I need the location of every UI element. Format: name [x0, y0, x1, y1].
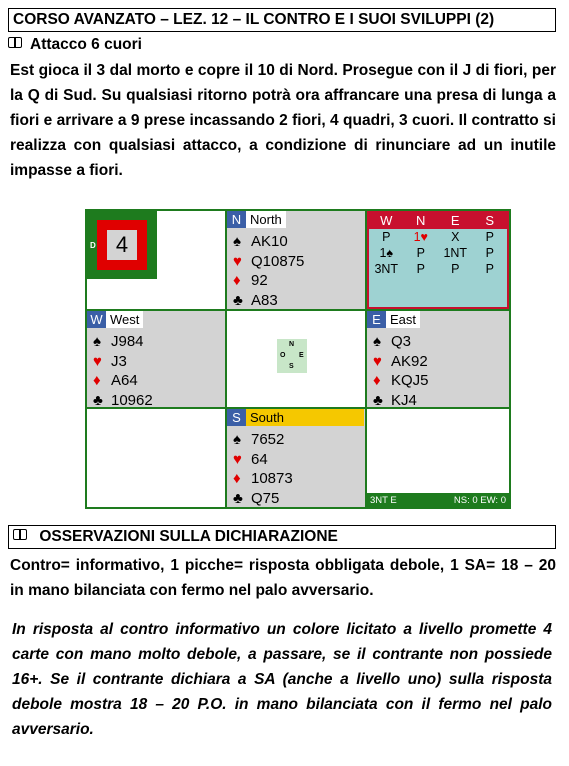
bid-head-w: W: [380, 213, 393, 228]
spade-icon: ♠: [373, 333, 381, 350]
south-hand: [227, 409, 365, 507]
north-hand: [227, 211, 365, 309]
observations-title: OSSERVAZIONI SULLA DICHIARAZIONE: [39, 528, 338, 545]
east-clubs: KJ4: [391, 391, 417, 409]
north-spades: AK10: [251, 233, 288, 250]
bridge-board: [85, 209, 511, 509]
vulnerability-label: NS: 0 EW: 0: [453, 494, 506, 506]
observations-paragraph-1: Contro= informativo, 1 picche= risposta obbligata debole, 1 SA= 18 – 20 in mano bilanciata con fermo nel palo avversario.: [10, 557, 556, 599]
south-diamonds: 10873: [251, 470, 293, 487]
bid: P: [485, 262, 494, 276]
west-clubs: 10962: [111, 391, 153, 409]
east-hand: [367, 311, 509, 407]
west-spades: J984: [111, 333, 144, 350]
bid: P: [416, 262, 425, 276]
east-seat-letter: E: [367, 311, 386, 328]
club-icon: ♣: [233, 291, 243, 309]
heart-icon: ♥: [373, 352, 382, 370]
lead-paragraph: Est gioca il 3 dal morto e copre il 10 di Nord. Prosegue con il J di fiori, per la Q di Sud. Su qualsiasi ritorno potrà ora affrancare una presa di lunga a fiori e arrivare a 9 prese incassando 2 fiori, 4 quadri, 3 cuori. Il contratto si realizza con qualsiasi attacco, a condizione di rinunciare ad un inutile impasse a fiori.: [10, 62, 556, 179]
club-icon: ♣: [233, 489, 243, 507]
diamond-icon: ♦: [233, 272, 241, 289]
lesson-title-box: [8, 8, 556, 32]
bid: 1♥: [413, 230, 428, 244]
bid: P: [485, 230, 494, 244]
bid-row: [369, 245, 507, 261]
bid-row: [369, 229, 507, 245]
bid: P: [485, 246, 494, 260]
south-spades: 7652: [251, 431, 285, 448]
south-seat-letter: S: [227, 409, 246, 426]
spade-icon: ♠: [93, 333, 101, 350]
diamond-icon: ♦: [233, 470, 241, 487]
west-diamonds: A64: [111, 372, 138, 389]
bid: P: [416, 246, 425, 260]
bid: 1NT: [443, 246, 468, 260]
east-seat-name: East: [386, 311, 420, 328]
east-hearts: AK92: [391, 352, 428, 370]
heart-icon: ♥: [233, 252, 242, 270]
north-seat-letter: N: [227, 211, 246, 228]
bid-head-e: E: [450, 213, 460, 228]
east-spades: Q3: [391, 333, 412, 350]
diamond-icon: ♦: [373, 372, 381, 389]
south-hearts: 64: [251, 450, 268, 468]
bid: 1♠: [379, 246, 394, 260]
heart-icon: ♥: [233, 450, 242, 468]
north-clubs: A83: [251, 291, 278, 309]
bid-head-n: N: [416, 213, 426, 228]
contract-label: 3NT E: [370, 494, 397, 506]
observations-paragraph-2: In risposta al contro informativo un colore licitato a livello promette 4 carte con mano molto debole, a passare, se il contrante non possiede 16+. Se il contrante dichiara a SA (anche a livello uno) sulla risposta debole mostra 18 – 20 P.O. in mano bilanciata con il fermo nel palo avversario.: [12, 621, 552, 738]
dealer-mark: D: [90, 241, 96, 250]
book-icon: [13, 529, 29, 542]
bid: X: [451, 230, 460, 244]
empty-cell: [87, 409, 225, 507]
south-seat-name: South: [246, 409, 364, 426]
bidding-header: [369, 213, 507, 229]
south-clubs: Q75: [251, 489, 280, 507]
spade-icon: ♠: [233, 233, 241, 250]
bid-head-s: S: [485, 213, 495, 228]
lesson-title: CORSO AVANZATO – LEZ. 12 – IL CONTRO E I SUOI SVILUPPI (2): [13, 11, 495, 28]
west-seat-letter: W: [87, 311, 106, 328]
table-center: [227, 311, 365, 407]
west-hearts: J3: [111, 352, 127, 370]
lead-label: Attacco 6 cuori: [30, 36, 142, 53]
bid: P: [382, 230, 391, 244]
board-number-badge: [87, 211, 157, 279]
bidding-box: [367, 211, 509, 309]
east-diamonds: KQJ5: [391, 372, 429, 389]
north-hearts: Q10875: [251, 252, 305, 270]
diamond-icon: ♦: [93, 372, 101, 389]
club-icon: ♣: [93, 391, 103, 409]
board-number-cell: [87, 211, 225, 309]
board-number: 4: [107, 230, 137, 260]
bid-row: [369, 261, 507, 277]
contract-cell: [367, 409, 509, 507]
observations-title-box: [8, 525, 556, 549]
book-icon: [8, 37, 24, 50]
west-hand: [87, 311, 225, 407]
heart-icon: ♥: [93, 352, 102, 370]
bid: P: [451, 262, 460, 276]
club-icon: ♣: [373, 391, 383, 409]
lead-heading: [8, 36, 142, 54]
spade-icon: ♠: [233, 431, 241, 448]
north-diamonds: 92: [251, 272, 268, 289]
compass-icon: N O E S: [277, 339, 307, 373]
north-seat-name: North: [246, 211, 286, 228]
west-seat-name: West: [106, 311, 143, 328]
bid: 3NT: [374, 262, 399, 276]
